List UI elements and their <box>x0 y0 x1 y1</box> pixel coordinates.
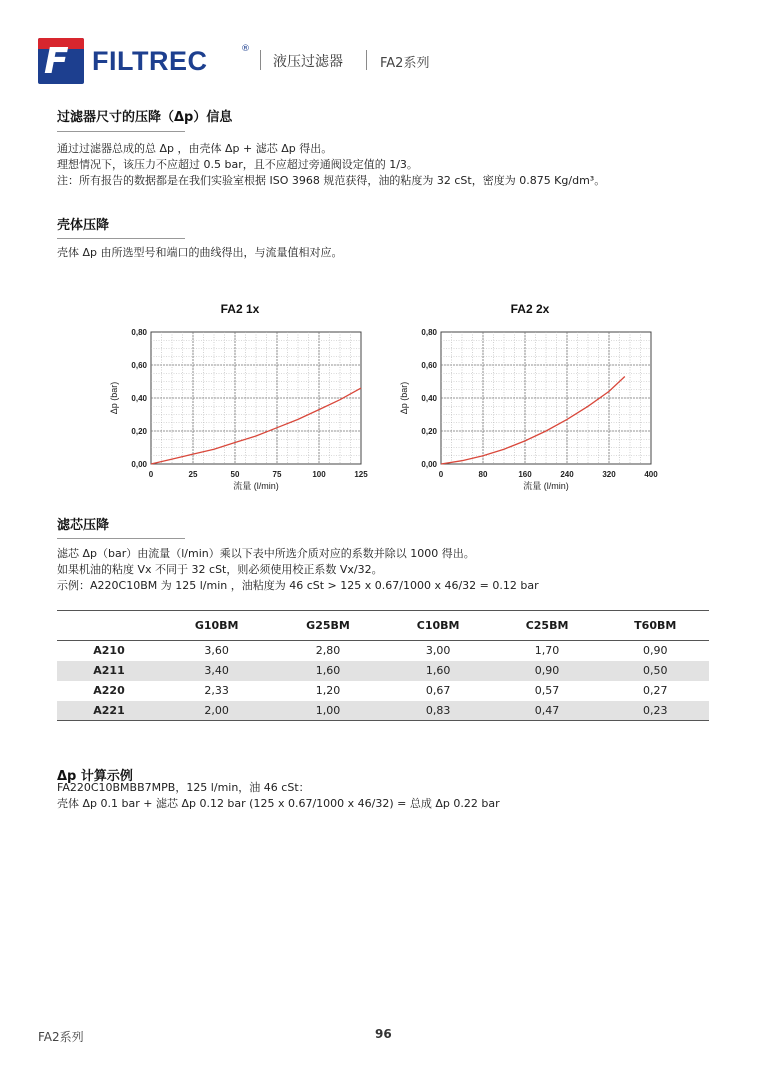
x-tick-label: 400 <box>644 470 658 479</box>
section-rule <box>57 538 185 539</box>
table-cell: 0,90 <box>493 661 602 681</box>
table-cell: 0,83 <box>384 701 493 721</box>
table-header-cell: C10BM <box>384 611 493 641</box>
table-cell: 1,00 <box>272 701 383 721</box>
header-series: FA2系列 <box>380 56 430 71</box>
text-line: 理想情况下，该压力不应超过 0.5 bar，且不应超过旁通阀设定值的 1/3。 <box>57 158 418 171</box>
x-axis-label: 流量 (l/min) <box>523 481 569 491</box>
table-cell: 3,00 <box>425 644 451 658</box>
header-divider <box>366 50 367 70</box>
section-rule <box>57 131 185 132</box>
y-tick-label: 0,60 <box>131 361 147 370</box>
x-tick-label: 240 <box>560 470 574 479</box>
pressure-drop-text <box>57 141 605 189</box>
table-cell: 0,90 <box>643 644 668 658</box>
brand-name: FILTREC <box>92 46 208 76</box>
table-cell: 0,47 <box>493 701 602 721</box>
y-tick-label: 0,60 <box>421 361 437 370</box>
text-line: FA220C10BMBB7MPB，125 l/min，油 46 cSt： <box>57 781 310 794</box>
text-line: 滤芯 Δp（bar）由流量（l/min）乘以下表中所选介质对应的系数并除以 1000 得出。 <box>57 547 475 560</box>
y-tick-label: 0,00 <box>131 460 147 469</box>
table-cell: 3,40 <box>161 661 272 681</box>
table-row-header: A211 <box>57 661 161 681</box>
header-title: 液压过滤器 <box>273 54 343 70</box>
table-cell: 2,00 <box>161 701 272 721</box>
example-text <box>57 780 500 812</box>
y-tick-label: 0,40 <box>421 394 437 403</box>
text-line: 通过过滤器总成的总 Δp ，由壳体 Δp + 滤芯 Δp 得出。 <box>57 142 333 155</box>
x-tick-label: 25 <box>188 470 198 479</box>
table-header-cell: T60BM <box>602 611 710 641</box>
text-line: 示例：A220C10BM 为 125 l/min ，油粘度为 46 cSt > 125 x 0.67/1000 x 46/32 = 0.12 bar <box>57 579 539 592</box>
y-tick-label: 0,20 <box>421 427 437 436</box>
x-tick-label: 125 <box>354 470 368 479</box>
page-number: 96 <box>375 1027 392 1041</box>
table-cell: 0,27 <box>643 684 668 697</box>
table-cell: 3,60 <box>204 644 229 658</box>
y-tick-label: 0,00 <box>421 460 437 469</box>
table-cell: 0,67 <box>425 684 451 697</box>
chart-fa2-1x <box>105 322 395 500</box>
text-line: 壳体 Δp 由所选型号和端口的曲线得出，与流量值相对应。 <box>57 246 343 259</box>
y-axis-label: Δp (bar) <box>109 381 119 415</box>
y-tick-label: 0,80 <box>421 328 437 337</box>
page-header <box>38 38 738 84</box>
x-tick-label: 320 <box>602 470 616 479</box>
table-header-row <box>57 611 709 641</box>
chart-fa2-2x <box>395 322 685 500</box>
table-cell: 1,20 <box>315 684 341 697</box>
section-title-example: Δp 计算示例 <box>57 769 133 784</box>
x-tick-label: 0 <box>148 470 154 479</box>
housing-text <box>57 245 343 261</box>
table-row <box>57 641 709 661</box>
y-axis-label: Δp (bar) <box>399 381 409 415</box>
header-divider <box>260 50 261 70</box>
x-tick-label: 80 <box>478 470 488 479</box>
element-text <box>57 546 539 594</box>
table-cell: 0,50 <box>602 661 710 681</box>
section-title-housing: 壳体压降 <box>57 218 110 233</box>
text-line: 注：所有报告的数据都是在我们实验室根据 ISO 3968 规范获得，油的粘度为 32 cSt，密度为 0.875 Kg/dm³。 <box>57 174 606 187</box>
table-row <box>57 661 709 681</box>
x-axis-label: 流量 (l/min) <box>233 481 279 491</box>
y-tick-label: 0,40 <box>131 394 147 403</box>
text-line: 如果机油的粘度 Vx 不同于 32 cSt，则必须使用校正系数 Vx/32。 <box>57 563 383 576</box>
registered-mark: ® <box>241 44 250 54</box>
table-row <box>57 701 709 721</box>
y-tick-label: 0,80 <box>131 328 147 337</box>
x-tick-label: 100 <box>312 470 326 479</box>
table-header-cell: G10BM <box>161 611 272 641</box>
y-tick-label: 0,20 <box>131 427 147 436</box>
chart-title-fa2-1x: FA2 1x <box>220 302 260 316</box>
chart-title-fa2-2x: FA2 2x <box>510 302 550 316</box>
section-title-element: 滤芯压降 <box>57 518 110 533</box>
x-tick-label: 160 <box>518 470 532 479</box>
table-cell: 1,60 <box>384 661 493 681</box>
table-cell: 0,23 <box>602 701 710 721</box>
text-line: 壳体 Δp 0.1 bar + 滤芯 Δp 0.12 bar (125 x 0.67/1000 x 46/32) = 总成 Δp 0.22 bar <box>57 797 500 810</box>
table-row <box>57 681 709 701</box>
x-tick-label: 50 <box>230 470 240 479</box>
table-header-cell <box>57 611 161 641</box>
table-cell: 0,57 <box>534 684 560 697</box>
table-header-cell: G25BM <box>272 611 383 641</box>
table-cell: 2,33 <box>204 684 229 697</box>
table-cell: 2,80 <box>315 644 341 658</box>
table-row-header: A220 <box>93 684 125 697</box>
table-cell: 1,60 <box>272 661 383 681</box>
table-row-header: A221 <box>57 701 161 721</box>
x-tick-label: 0 <box>438 470 444 479</box>
table-header-cell: C25BM <box>493 611 602 641</box>
x-tick-label: 75 <box>272 470 282 479</box>
filtrec-logo-icon: F <box>38 38 84 84</box>
section-title-pressure-drop: 过滤器尺寸的压降（Δp）信息 <box>57 110 233 125</box>
footer-series: FA2系列 <box>38 1030 84 1044</box>
element-coefficient-table <box>57 610 709 721</box>
table-cell: 1,70 <box>534 644 560 658</box>
table-row-header: A210 <box>93 644 125 658</box>
section-rule <box>57 238 185 239</box>
